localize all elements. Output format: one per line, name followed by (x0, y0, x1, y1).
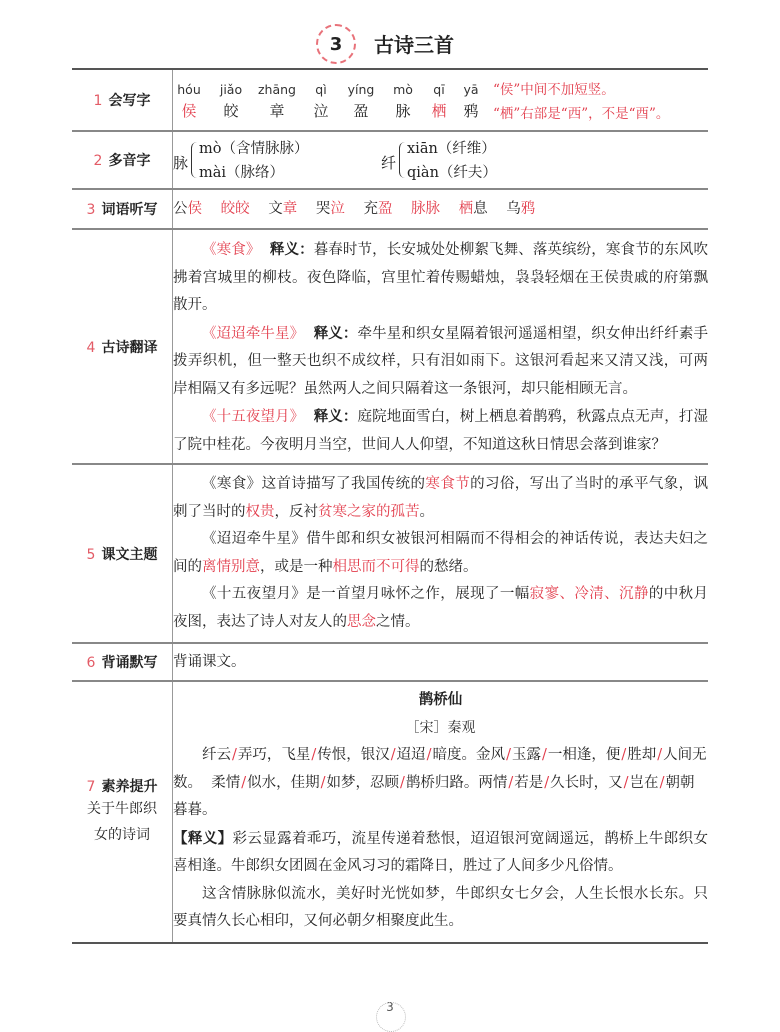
row-subtitle: 女的诗词 (94, 826, 150, 843)
poem-segment: 玉露 (511, 747, 541, 763)
poem-segment: 若是 (514, 774, 544, 791)
recite-text: 背诵课文。 (173, 654, 246, 670)
pinyin: yā (463, 82, 479, 97)
char: 泣 (313, 102, 329, 120)
poem-block (173, 682, 708, 942)
polyphone-char: 脉 (173, 154, 189, 172)
polyphone-char: 纤 (381, 154, 397, 172)
theme-paragraph: 《寒食》这首诗描写了我国传统的寒食节的习俗，写出了当时的承平气象，讽刺了当时的权贵，反衬贫寒之家的孤苦。 (173, 476, 709, 520)
poem-segment: 柔情 (211, 774, 241, 791)
poem-segment: 胜却 (627, 747, 657, 763)
poem-segment: 纤云 (202, 747, 231, 763)
row-title: 词语听写 (101, 202, 158, 218)
pinyin: qì (315, 82, 327, 97)
poem-explanation: 【释义】彩云显露着乖巧，流星传递着愁恨，迢迢银河宽阔遥远，鹊桥上牛郎织女喜相逢。牛郎织女团圆在金风习习的霜降日，胜过了人间多少凡俗情。 这含情脉脉似流水，美好时光恍如梦，牛郎织女七夕会，人生长恨水长东。只要真情久长心相印，又何必朝夕相聚度此生。 (173, 829, 709, 929)
row-title: 多音字 (108, 153, 151, 169)
row-theme (72, 464, 708, 643)
pinyin: hóu (177, 82, 201, 97)
pinyin: mò (393, 82, 413, 97)
row-title: 会写字 (108, 93, 151, 109)
row-label (72, 643, 173, 681)
row-title: 课文主题 (101, 546, 158, 563)
word: 脉脉 (411, 201, 441, 217)
pinyin: yíng (347, 82, 375, 97)
poem-segment: 迢迢 (396, 747, 426, 763)
pause-slash: / (657, 747, 663, 763)
poem-text (173, 742, 708, 825)
pause-slash: / (508, 774, 514, 791)
char-list (173, 70, 708, 130)
translation-paragraph: 《迢迢牵牛星》 释义：牵牛星和织女星隔着银河遥遥相望，织女伸出纤纤素手拨弄织机，但一整天也织不成纹样，只有泪如雨下。这银河看起来又清又浅，可两岸相隔又有多远呢？虽然两人之间只隔着这一条银河，却只能相顾无言。 (173, 324, 709, 397)
row-translation (72, 229, 708, 464)
char-item (343, 70, 379, 122)
row-title: 古诗翻译 (101, 339, 158, 356)
writing-notes (493, 78, 713, 126)
row-polyphones (72, 131, 708, 189)
word: 栖息 (458, 201, 488, 217)
word-list (173, 190, 708, 228)
char-item (425, 70, 453, 122)
lesson-header (0, 22, 780, 66)
word: 文章 (268, 201, 298, 217)
char: 栖 (431, 102, 447, 120)
pause-slash: / (621, 747, 627, 763)
poem-title: 鹊桥仙 (418, 692, 463, 708)
word: 皎皎 (220, 201, 250, 217)
row-title: 素养提升 (101, 778, 158, 795)
brace-icon (191, 142, 198, 178)
word: 公侯 (173, 201, 202, 217)
translation-paragraph: 《十五夜望月》 释义：庭院地面雪白，树上栖息着鹊鸦，秋露点点无声，打湿了院中桂花。今夜明月当空，世间人人仰望，不知道这秋日情思会落到谁家？ (173, 408, 709, 453)
reading: xiān（纤维） (407, 141, 496, 157)
word: 乌鸦 (506, 201, 536, 217)
char-item (307, 70, 335, 122)
row-number: 3 (86, 202, 96, 218)
translation-paragraph: 《寒食》 释义：暮春时节，长安城处处柳絮飞舞、落英缤纷，寒食节的东风吹拂着宫城里的柳枝。夜色降临，宫里忙着传赐蜡烛，袅袅轻烟在王侯贵戚的府第飘散开。 (173, 241, 709, 313)
brace-icon (399, 142, 406, 178)
pause-slash: / (623, 774, 629, 791)
row-enrichment (72, 681, 708, 943)
char: 皎 (223, 102, 239, 120)
poem-author: ［宋］秦观 (405, 720, 476, 736)
char-item (173, 70, 205, 122)
poem-segment: 似水，佳期 (247, 774, 320, 791)
pause-slash: / (659, 774, 665, 791)
pinyin: jiǎo (219, 82, 243, 97)
row-label (72, 464, 173, 643)
lesson-number-badge: 3 (316, 24, 356, 64)
row-subtitle: 关于牛郎织 (87, 800, 157, 817)
note: “栖”右部是“西”，不是“酉”。 (493, 106, 670, 122)
row-write-chars (72, 69, 708, 131)
char: 盈 (353, 102, 369, 120)
theme-paragraph: 《十五夜望月》是一首望月咏怀之作，展现了一幅寂寥、冷清、沉静的中秋月夜图，表达了诗人对友人的思念之情。 (173, 586, 709, 630)
poem-segment: 传恨，银汉 (317, 747, 390, 763)
row-dictation (72, 189, 708, 229)
char: 脉 (395, 102, 411, 120)
word: 哭泣 (315, 201, 345, 217)
char-item (387, 70, 419, 122)
row-recite (72, 643, 708, 681)
char: 鸦 (463, 102, 479, 120)
study-table (72, 68, 708, 944)
row-number: 2 (93, 153, 103, 169)
pause-slash: / (400, 774, 405, 791)
char: 侯 (181, 102, 197, 120)
char-item (457, 70, 485, 122)
char: 章 (269, 102, 285, 120)
pinyin: qī (433, 82, 445, 97)
row-number: 6 (86, 655, 96, 671)
poem-segment: 弄巧，飞星 (237, 747, 311, 763)
poem-segment: 如梦，忍顾 (326, 774, 399, 791)
note: “侯”中间不加短竖。 (493, 82, 615, 98)
poem-segment: 鹊桥归路。两情 (405, 774, 508, 791)
page-number-decoration (376, 1002, 406, 1032)
theme-block (173, 465, 708, 642)
poem-segment: 人间无数。 (173, 747, 707, 791)
lesson-title: 古诗三首 (374, 33, 454, 57)
pause-slash: / (232, 747, 237, 763)
row-title: 背诵默写 (101, 655, 158, 671)
poem-segment: 暗度。金风 (432, 747, 506, 763)
row-label (72, 69, 173, 131)
row-number: 5 (86, 546, 96, 563)
char-item (213, 70, 249, 122)
poem-segment: 一相逢，便 (547, 747, 621, 763)
poem-segment: 久长时，又 (550, 774, 623, 791)
page-number: 3 (366, 1000, 414, 1016)
pause-slash: / (506, 747, 511, 763)
word: 充盈 (363, 201, 393, 217)
row-number: 7 (86, 778, 96, 795)
char-item (255, 70, 299, 122)
pause-slash: / (241, 774, 247, 791)
row-label (72, 189, 173, 229)
row-label (72, 229, 173, 464)
poem-segment: 朝朝暮暮。 (173, 774, 695, 818)
pause-slash: / (426, 747, 432, 763)
pinyin: zhāng (257, 82, 296, 97)
pause-slash: / (320, 774, 326, 791)
pause-slash: / (311, 747, 317, 763)
row-number: 4 (86, 339, 96, 356)
row-label (72, 681, 173, 943)
row-label (72, 131, 173, 189)
poem-segment: 岂在 (629, 774, 659, 791)
row-number: 1 (93, 93, 103, 109)
translation-block (173, 230, 708, 463)
reading: mò（含情脉脉） (199, 141, 309, 157)
theme-paragraph: 《迢迢牵牛星》借牛郎和织女被银河相隔而不得相会的神话传说，表达夫妇之间的离情别意，或是一种相思而不可得的愁绪。 (173, 531, 708, 575)
reading: qiàn（纤夫） (407, 165, 497, 181)
pause-slash: / (541, 747, 547, 763)
pause-slash: / (390, 747, 396, 763)
reading: mài（脉络） (199, 165, 285, 181)
pause-slash: / (544, 774, 550, 791)
